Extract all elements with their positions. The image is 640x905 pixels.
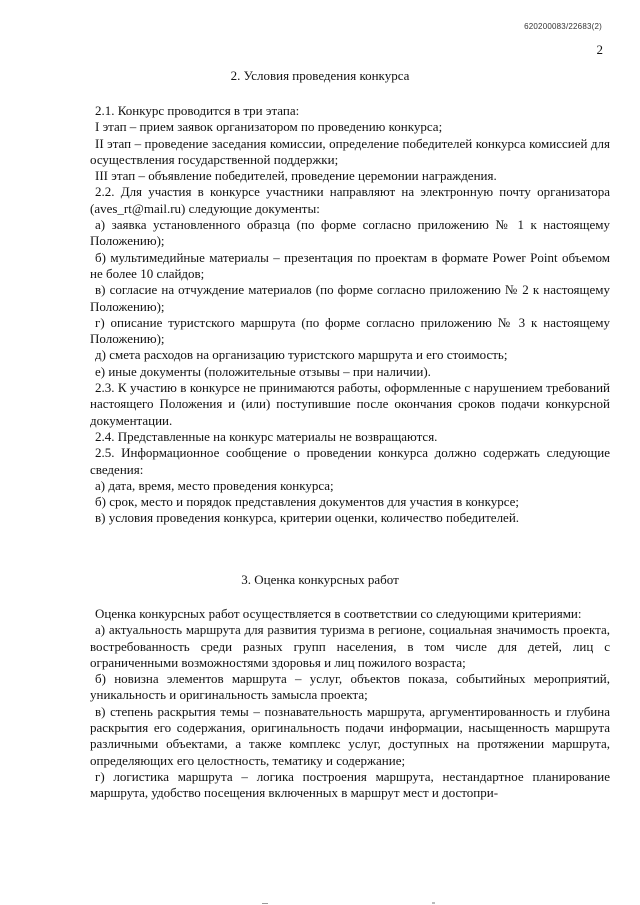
section-3-title: 3. Оценка конкурсных работ <box>241 572 399 587</box>
paragraph: I этап – прием заявок организатором по проведению конкурса; <box>95 119 443 135</box>
section-3-body <box>90 606 610 802</box>
paragraph: а) дата, время, место проведения конкурса; <box>95 477 334 493</box>
paragraph: 2.1. Конкурс проводится в три этапа: <box>95 103 300 118</box>
scan-mark <box>432 902 435 904</box>
paragraph: Оценка конкурсных работ осуществляется в соответствии со следующими критериями: <box>95 606 582 621</box>
paragraph: б) срок, место и порядок представления документов для участия в конкурсе; <box>95 494 520 510</box>
paragraph: 2.5. Информационное сообщение о проведении конкурса должно содержать следующие сведения: <box>90 445 610 477</box>
paragraph: 2.2. Для участия в конкурсе участники направляют на электронную почту организатора (aves_rt@mail.ru) следующие документы: <box>90 184 610 216</box>
paragraph: а) заявка установленного образца (по форме согласно приложению № 1 к настоящему Положению); <box>90 217 610 249</box>
paragraph: в) согласие на отчуждение материалов (по форме согласно приложению № 2 к настоящему Положению); <box>90 282 610 314</box>
paragraph: в) степень раскрытия темы – познавательность маршрута, аргументированность и глубина раскрытия его содержания, оригинальность подачи информации, насыщенность маршрута различными объектами, а также комплекс услуг, доступных на протяжении маршрута, определяющих его целостность, тематику и содержание; <box>90 703 610 768</box>
paragraph: а) актуальность маршрута для развития туризма в регионе, социальная значимость проекта, востребованность среди разных групп населения, в том числе для детей, лиц с ограниченными возможностями здоровья и лиц пожилого возраста; <box>90 622 610 670</box>
paragraph: в) условия проведения конкурса, критерии оценки, количество победителей. <box>95 510 520 526</box>
section-2-title: 2. Условия проведения конкурса <box>230 68 410 83</box>
scan-mark <box>262 903 268 904</box>
paragraph: 2.4. Представленные на конкурс материалы не возвращаются. <box>95 428 438 444</box>
paragraph: III этап – объявление победителей, проведение церемонии награждения. <box>95 168 497 184</box>
page-number: 2 <box>596 42 603 57</box>
paragraph: г) логистика маршрута – логика построения маршрута, нестандартное планирование маршрута, удобство посещения включенных в маршрут мест и достопри- <box>90 768 610 801</box>
paragraph: е) иные документы (положительные отзывы – при наличии). <box>95 363 431 379</box>
document-number: 620200083/22683(2) <box>524 22 602 31</box>
paragraph: 2.3. К участию в конкурсе не принимаются работы, оформленные с нарушением требований настоящего Положения и (или) поступившие после окончания сроков подачи конкурсной документации. <box>90 380 610 428</box>
section-2-body <box>90 103 610 527</box>
paragraph: д) смета расходов на организацию туристского маршрута и его стоимость; <box>95 347 508 363</box>
paragraph: II этап – проведение заседания комиссии, определение победителей конкурса комиссией для осуществления государственной поддержки; <box>90 135 610 167</box>
paragraph: б) новизна элементов маршрута – услуг, объектов показа, событийных мероприятий, уникальность и оригинальность замысла проекта; <box>90 671 610 703</box>
paragraph: г) описание туристского маршрута (по форме согласно приложению № 3 к настоящему Положению); <box>90 314 610 347</box>
paragraph: б) мультимедийные материалы – презентация по проектам в формате Power Point объемом не более 10 слайдов; <box>90 249 610 281</box>
